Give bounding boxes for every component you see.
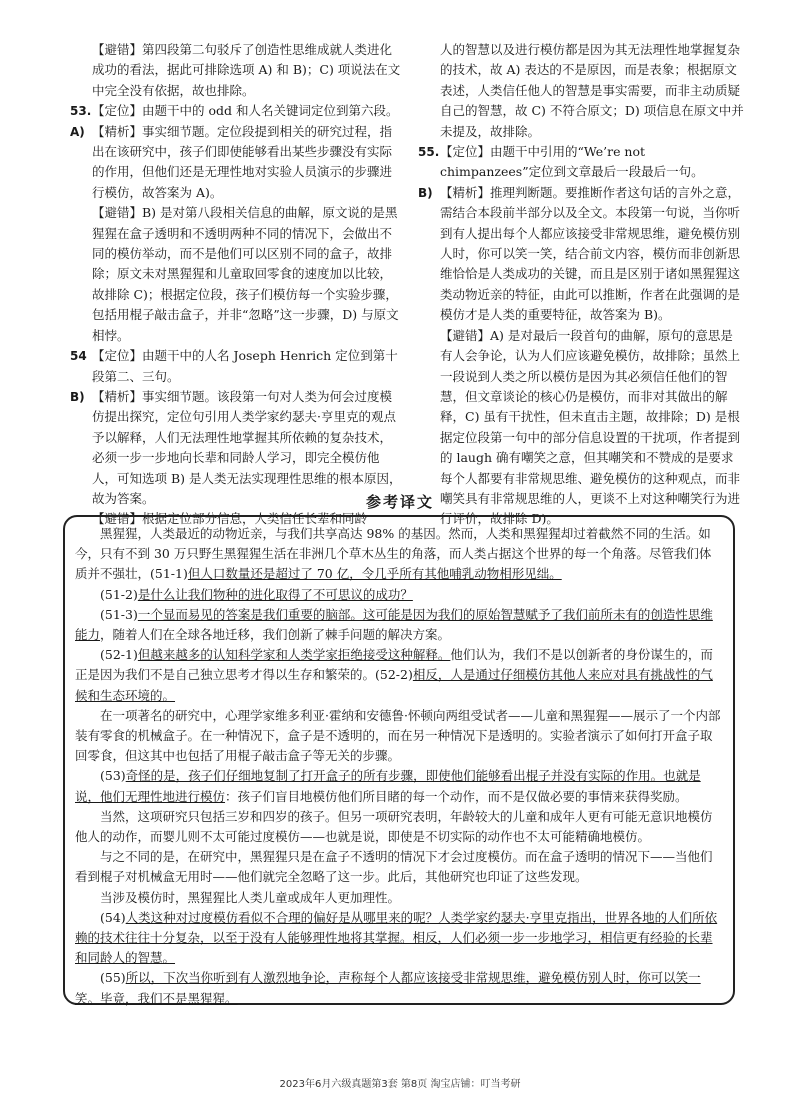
q55-locate: 55. 【定位】由题干中引用的“We’re not chimpanzees”定位到文章最后一段最后一句。	[418, 144, 704, 180]
translation-paragraph: (51-2)是什么让我们物种的进化取得了不可思议的成功？	[100, 586, 413, 602]
translation-paragraph: (51-3)一个显而易见的答案是我们重要的脑部。这可能是因为我们的原始智慧赋予了我们前所未有的创造性思维能力，随着人们在全球各地迁移，我们创新了棘手问题的解决方案。	[75, 606, 713, 643]
translation-paragraph: 黑猩猩，人类最近的动物近亲，与我们共享高达 98% 的基因。然而，人类和黑猩猩却过着截然不同的生活。如今，只有不到 30 万只野生黑猩猩生活在非洲几个草木丛生的角落，而人类占据这个世界的每一个角落。尽管我们体质并不强壮，(51-1)但人口数量还是超过了 70 亿，令几乎所有其他哺乳动物相形见绌。	[75, 526, 712, 582]
q55-number: 55.	[418, 145, 440, 160]
q53-locate: 53. 【定位】由题干中的 odd 和人名关键词定位到第六段。	[70, 101, 404, 121]
right-column	[418, 40, 744, 530]
q55-answer: B)	[418, 185, 433, 200]
translation-paragraph: (54)人类这种对过度模仿看似不合理的偏好是从哪里来的呢？人类学家约瑟夫·亨里克指出，世界各地的人们所依赖的技术往往十分复杂，以至于没有人能够理性地将其掌握。相反，人们必须一步一步地学习，相信更有经验的长辈和同龄人的智慧。	[75, 909, 718, 966]
translation-paragraph: 当然，这项研究只包括三岁和四岁的孩子。但另一项研究表明，年龄较大的儿童和成年人更有可能无意识地模仿他人的动作，而婴儿则不太可能过度模仿——也就是说，即使是不切实际的动作也不太可能精确地模仿。	[75, 808, 713, 845]
left-column	[70, 40, 404, 530]
translation-paragraph: (53)奇怪的是，孩子们仔细地复制了打开盒子的所有步骤，即使他们能够看出棍子并没有实际的作用。也就是说，他们无理性地进行模仿：孩子们盲目地模仿他们所目睹的每一个动作，而不是仅做必要的事情来获得奖励。	[75, 768, 701, 804]
q53-answer: A)	[70, 124, 85, 139]
q54-avoid-error: 【避错】根据定位部分信息，人类信任长辈和同龄	[92, 511, 368, 527]
q54-answer: B)	[70, 389, 85, 404]
q53-analysis: A) 【精析】事实细节题。定位段提到相关的研究过程，指出在该研究中，孩子们即使能够看出某些步骤没有实际的作用，但他们还是无理性地对实验人员演示的步骤进行模仿，故答案为 A)。	[70, 123, 393, 200]
page-footer: 2023年6月六级真题第3套 第8页 淘宝店铺：叮当考研	[279, 1079, 521, 1090]
q52-avoid-error: 【避错】第四段第二句驳斥了创造性思维成就人类进化成功的看法，据此可排除选项 A) 和 B)；C) 项说法在文中完全没有依据，故也排除。	[92, 42, 401, 98]
q55-analysis: B) 【精析】推理判断题。要推断作者这句话的言外之意，需结合本段前半部分以及全文。本段第一句说，当你听到有人提出每个人都应该接受非常规思维，避免模仿别人时，你可以笑一笑，结合前文内容，模仿而非创新思维恰恰是人类成功的关键，而且是区别于诸如黑猩猩这类动物近亲的特征，由此可以推断，作者在此强调的是模仿才是人类的重要特征，故答案为 B)。	[418, 184, 741, 323]
translation-paragraph: (52-1)但越来越多的认知科学家和人类学家拒绝接受这种解释。他们认为，我们不是以创新者的身份谋生的，而正是因为我们不是自己独立思考才得以生存和繁荣的。(52-2)相反，人是通过仔细模仿其他人来应对具有挑战性的气候和生态环境的。	[75, 647, 713, 703]
translation-paragraph: 在一项著名的研究中，心理学家维多利亚·霍纳和安德鲁·怀顿向两组受试者——儿童和黑猩猩——展示了一个内部装有零食的机械盒子。在一种情况下，盒子是不透明的，而在另一种情况下是透明的。实验者演示了如何打开盒子取回零食，但这其中也包括了用棍子敲击盒子等无关的步骤。	[75, 707, 721, 764]
translation-paragraph: (55)所以，下次当你听到有人激烈地争论，声称每个人都应该接受非常规思维，避免模仿别人时，你可以笑一笑。毕竟，我们不是黑猩猩。	[75, 970, 701, 1006]
translation-box	[63, 515, 735, 1005]
q55-avoid-error: 【避错】A) 是对最后一段首句的曲解，原句的意思是有人会争论，认为人们应该避免模仿，故排除；虽然上一段说到人类之所以模仿是因为其必须信任他们的智慧，但文章谈论的核心仍是模仿，而非对其做出的解释，C) 虽有干扰性，但未直击主题，故排除；D) 是根据定位段第一句中的部分信息设置的干扰项，作者提到的 laugh 确有嘲笑之意，但其嘲笑和不赞成的是要求每个人都要有非常规思维、避免模仿的这种观点，而非嘲笑具有非常规思维的人，更谈不上对这种嘲笑行为进行评价，故排除 D)。	[440, 327, 741, 527]
translation-paragraph: 与之不同的是，在研究中，黑猩猩只是在盒子不透明的情况下才会过度模仿。而在盒子透明的情况下——当他们看到棍子对机械盒无用时——他们就完全忽略了这一步。此后，其他研究也印证了这些发现。	[75, 849, 713, 885]
q53-number: 53.	[70, 104, 92, 119]
q53-avoid-error: 【避错】B) 是对第八段相关信息的曲解，原文说的是黑猩猩在盒子透明和不透明两种不同的情况下，会做出不同的模仿举动，而不是他们可以区别不同的盒子，故排除；原文未对黑猩猩和儿童取回零食的速度加以比较，故排除 C)；根据定位段，孩子们模仿每一个实验步骤，包括用棍子敲击盒子，并非“忽略”这一步骤，D) 与原文相悖。	[92, 205, 399, 343]
q54-avoid-error-cont: 人的智慧以及进行模仿都是因为其无法理性地掌握复杂的技术，故 A) 表达的不是原因，而是表象；根据原文表述，人类信任他人的智慧是事实需要，而非主动质疑自己的智慧，故 C) 不符合原文；D) 项信息在原文中并未提及，故排除。	[440, 42, 744, 139]
q54-locate: 54 【定位】由题干中的人名 Joseph Henrich 定位到第十段第二、三句。	[70, 348, 398, 384]
section-title: 参考译文	[365, 493, 434, 511]
q54-analysis: B) 【精析】事实细节题。该段第一句对人类为何会过度模仿提出探究，定位句引用人类学家约瑟夫·亨里克的观点予以解释，人们无法理性地掌握其所依赖的复杂技术，必须一步一步地向长辈和同龄人学习，即完全模仿他人，可知选项 B) 是人类无法实现理性思维的根本原因，故为答案。	[70, 388, 402, 506]
translation-paragraph: 当涉及模仿时，黑猩猩比人类儿童或成年人更加理性。	[100, 889, 401, 905]
q54-number: 54	[70, 349, 87, 364]
